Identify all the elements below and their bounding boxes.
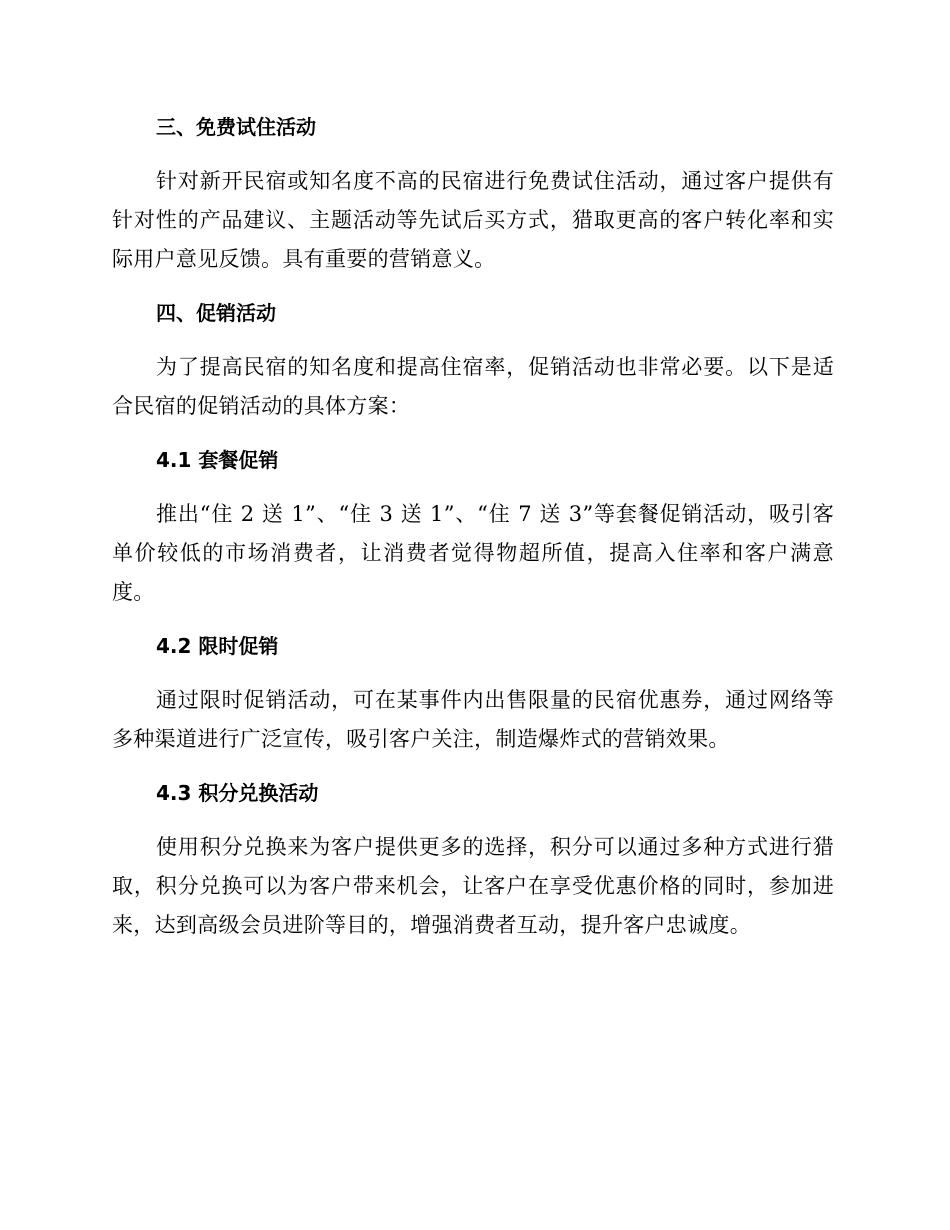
section-paragraph-points-exchange: 使用积分兑换来为客户提供更多的选择，积分可以通过多种方式进行猎取，积分兑换可以为客户带来机会，让客户在享受优惠价格的同时，参加进来，达到高级会员进阶等目的，增强消费者互动，提升客户忠诚度。 bbox=[112, 835, 834, 937]
section-paragraph-promotions: 为了提高民宿的知名度和提高住宿率，促销活动也非常必要。以下是适合民宿的促销活动的具体方案： bbox=[112, 355, 834, 418]
section-heading-free-trial: 三、免费试住活动 bbox=[156, 115, 316, 139]
section-paragraph-package-promotion: 推出“住 2 送 1”、“住 3 送 1”、“住 7 送 3”等套餐促销活动，吸引客单价较低的市场消费者，让消费者觉得物超所值，提高入住率和客户满意度。 bbox=[112, 502, 834, 604]
section-heading-package-promotion: 4.1 套餐促销 bbox=[156, 448, 279, 472]
section-paragraph-free-trial: 针对新开民宿或知名度不高的民宿进行免费试住活动，通过客户提供有针对性的产品建议、主题活动等先试后买方式，猎取更高的客户转化率和实际用户意见反馈。具有重要的营销意义。 bbox=[112, 169, 834, 271]
section-paragraph-limited-time-promotion: 通过限时促销活动，可在某事件内出售限量的民宿优惠券，通过网络等多种渠道进行广泛宣传，吸引客户关注，制造爆炸式的营销效果。 bbox=[112, 688, 834, 751]
section-heading-limited-time-promotion: 4.2 限时促销 bbox=[156, 634, 279, 658]
section-heading-promotions: 四、促销活动 bbox=[156, 301, 276, 325]
section-heading-points-exchange: 4.3 积分兑换活动 bbox=[156, 781, 319, 805]
document-body bbox=[112, 108, 834, 945]
